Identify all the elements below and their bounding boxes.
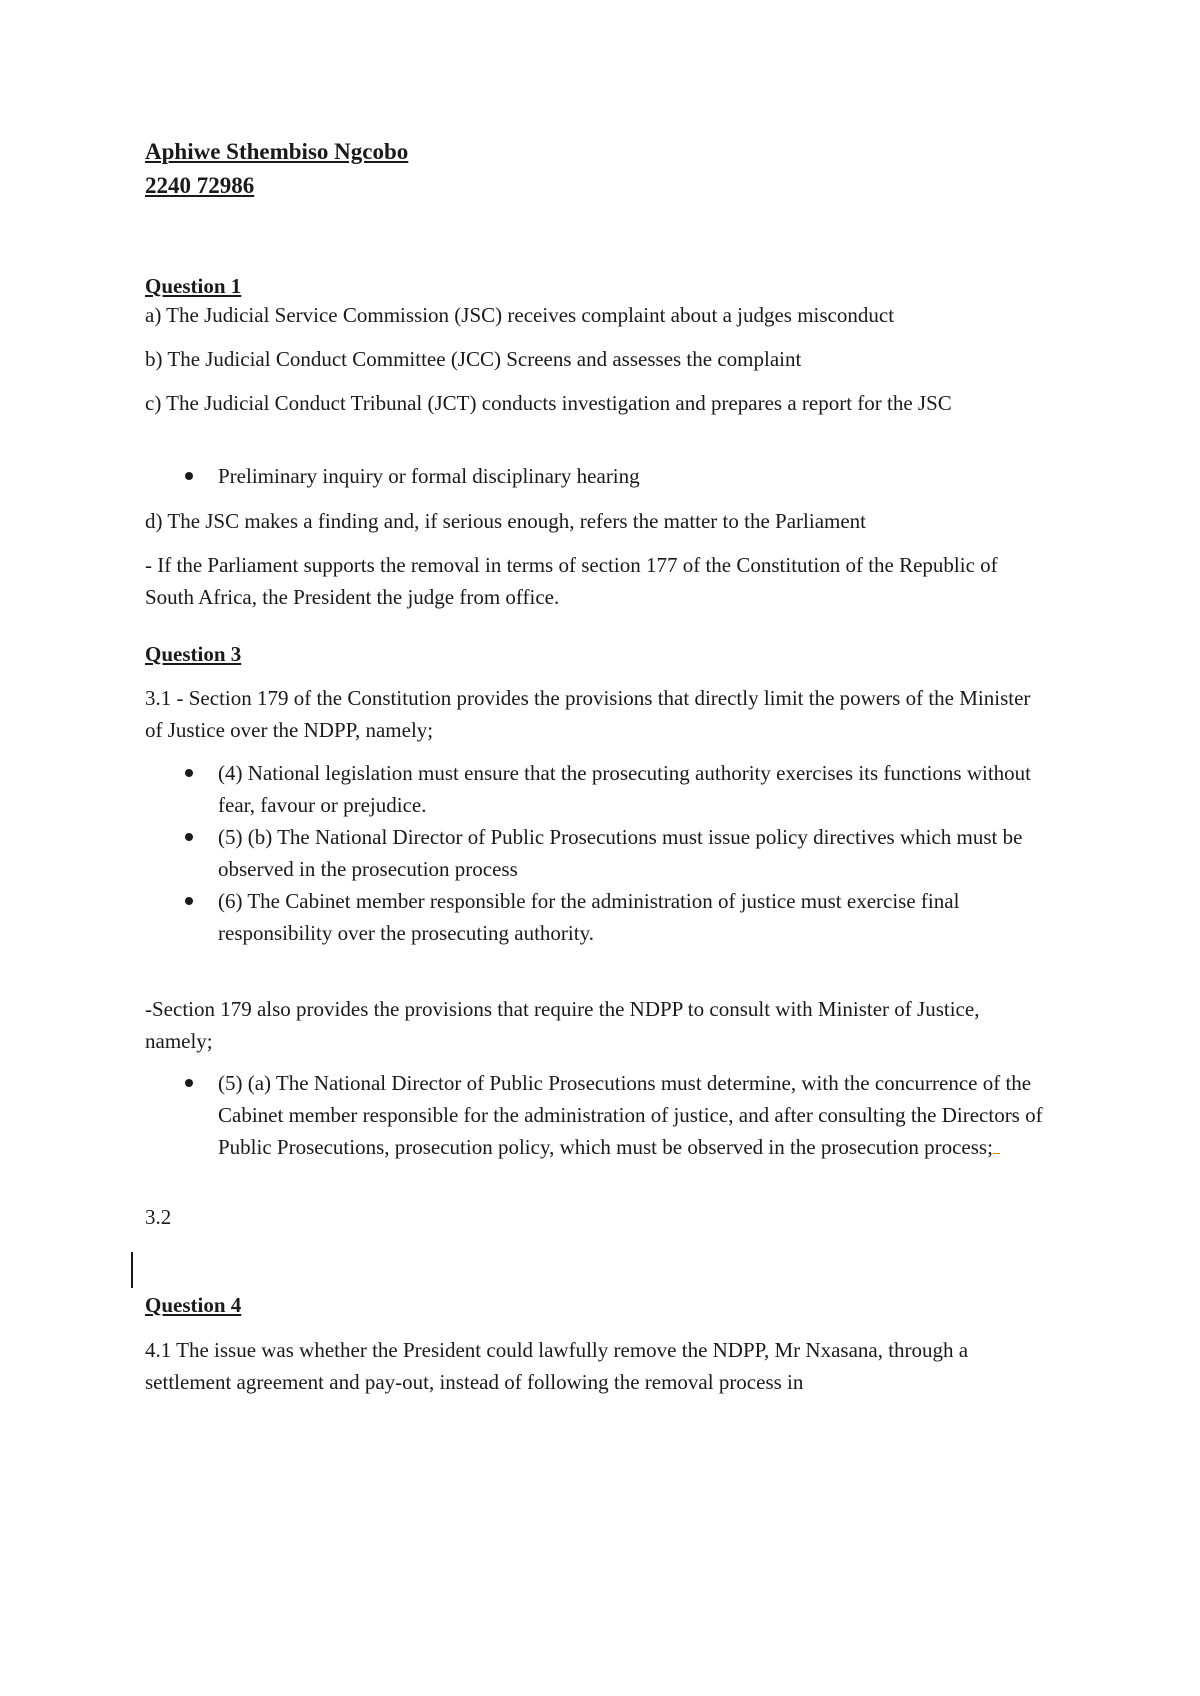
text-cursor	[131, 1252, 133, 1288]
q3-1-paragraph: 3.1 - Section 179 of the Constitution provides the provisions that directly limit the powers of the Minister of Justice over the NDPP, namely;	[145, 686, 1031, 742]
bullet-icon	[185, 769, 193, 777]
list-item: (5) (b) The National Director of Public Prosecutions must issue policy directives which must be observed in the prosecution process	[145, 821, 1050, 885]
q1-step-b: b) The Judicial Conduct Committee (JCC) Screens and assesses the complaint	[145, 347, 802, 371]
q1-step-a: a) The Judicial Service Commission (JSC) receives complaint about a judges misconduct	[145, 303, 895, 327]
tracked-change-mark	[993, 1133, 1000, 1154]
bullet-icon	[185, 1079, 193, 1087]
list-item: (6) The Cabinet member responsible for the administration of justice must exercise final responsibility over the prosecuting authority.	[145, 885, 1050, 949]
student-number: 2240 72986	[145, 173, 255, 198]
q1-step-c: c) The Judicial Conduct Tribunal (JCT) conducts investigation and prepares a report for the JSC	[145, 391, 952, 415]
question-1-heading: Question 1	[145, 274, 242, 298]
list-item: (5) (a) The National Director of Public Prosecutions must determine, with the concurrence of the Cabinet member responsible for the administration of justice, and after consulting the Directors of Public Prosecutions, prosecution policy, which must be observed in the prosecution process;	[145, 1067, 1050, 1163]
q1-step-d: d) The JSC makes a finding and, if serious enough, refers the matter to the Parliament	[145, 509, 867, 533]
q3-consult-list	[145, 1067, 1050, 1163]
q3-consult-intro: -Section 179 also provides the provisions that require the NDPP to consult with Minister of Justice, namely;	[145, 997, 980, 1053]
q1-removal-note: - If the Parliament supports the removal in terms of section 177 of the Constitution of the Republic of South Africa, the President the judge from office.	[145, 553, 998, 609]
author-name: Aphiwe Sthembiso Ngcobo	[145, 139, 409, 164]
bullet-icon	[185, 897, 193, 905]
bullet-icon	[185, 833, 193, 841]
question-3-heading: Question 3	[145, 642, 242, 666]
q4-1-paragraph: 4.1 The issue was whether the President could lawfully remove the NDPP, Mr Nxasana, through a settlement agreement and pay-out, instead of following the removal process in	[145, 1338, 969, 1394]
q3-limits-list	[145, 757, 1050, 949]
bullet-icon	[185, 472, 193, 480]
list-item: (4) National legislation must ensure that the prosecuting authority exercises its functions without fear, favour or prejudice.	[145, 757, 1050, 821]
q3-2-paragraph: 3.2	[145, 1205, 172, 1229]
question-4-heading: Question 4	[145, 1293, 242, 1317]
list-item: Preliminary inquiry or formal disciplinary hearing	[145, 460, 1050, 492]
q1-step-c-list	[145, 460, 1050, 492]
